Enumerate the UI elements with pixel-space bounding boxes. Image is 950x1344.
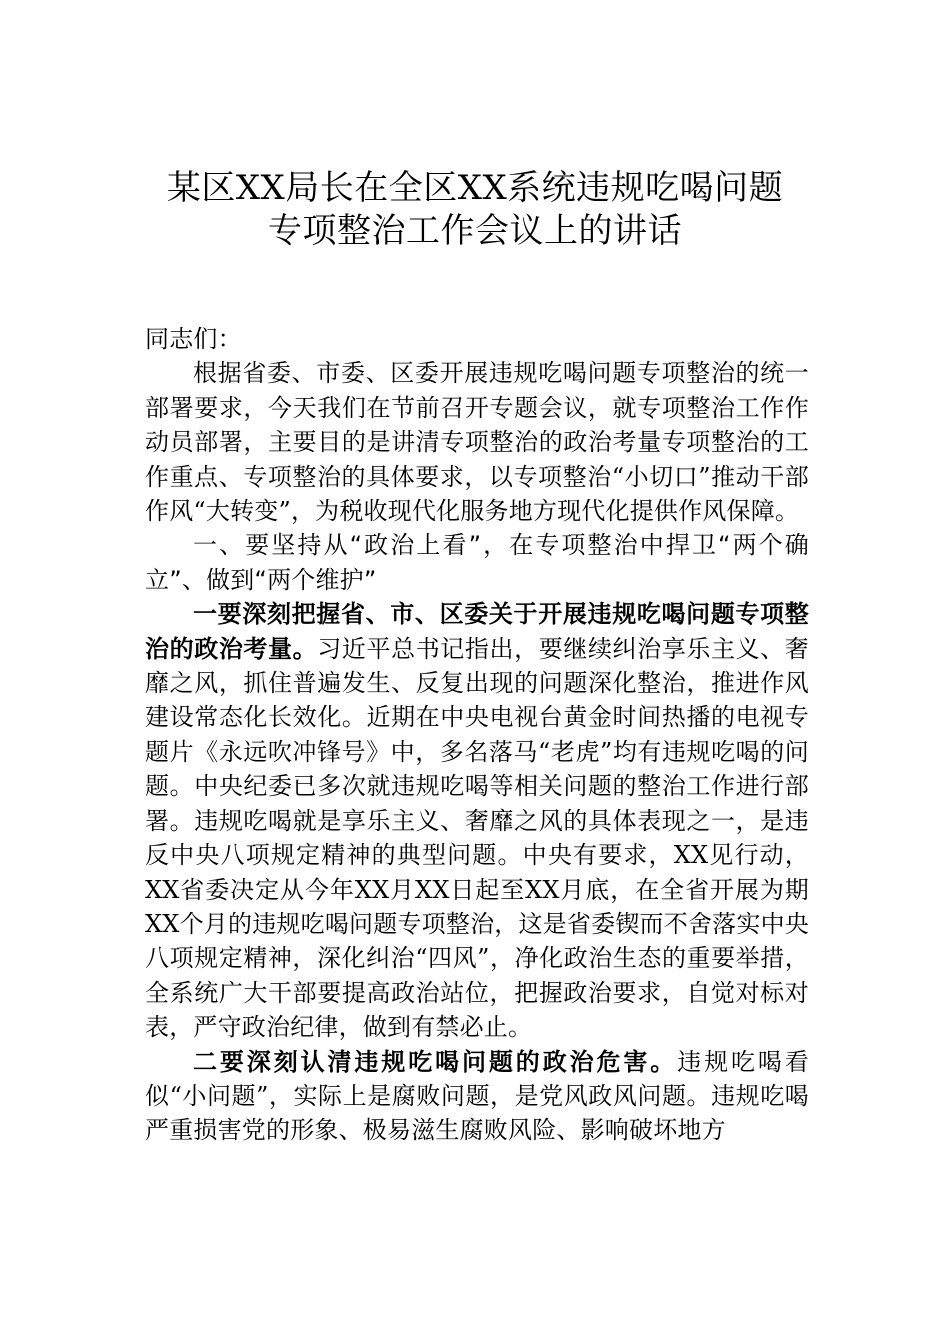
- document-body: [145, 322, 809, 1148]
- point-2-text: 违规吃喝看似“小问题”，实际上是腐败问题，是党风政风问题。违规吃喝严重损害党的形象、极易滋生腐败风险、影响破坏地方: [145, 1047, 810, 1145]
- document-title-line-1: 某区XX局长在全区XX系统违规吃喝问题: [166, 168, 784, 208]
- intro-paragraph: 根据省委、市委、区委开展违规吃喝问题专项整治的统一部署要求，今天我们在节前召开专题会议，就专项整治工作作动员部署，主要目的是讲清专项整治的政治考量专项整治的工作重点、专项整治的具体要求，以专项整治“小切口”推动干部作风“大转变”，为税收现代化服务地方现代化提供作风保障。: [145, 359, 809, 526]
- point-1-text: 习近平总书记指出，要继续纠治享乐主义、奢靡之风，抓住普遍发生、反复出现的问题深化整治，推进作风建设常态化长效化。近期在中央电视台黄金时间热播的电视专题片《永远吹冲锋号》中，多名落马“老虎”均有违规吃喝的问题。中央纪委已多次就违规吃喝等相关问题的整治工作进行部署。违规吃喝就是享乐主义、奢靡之风的具体表现之一，是违反中央八项规定精神的典型问题。中央有要求，XX见行动，XX省委决定从今年XX月XX日起至XX月底，在全省开展为期XX个月的违规吃喝问题专项整治，这是省委锲而不舍落实中央八项规定精神，深化纠治“四风”，净化政治生态的重要举措，全系统广大干部要提高政治站位，把握政治要求，自觉对标对表，严守政治纪律，做到有禁必止。: [145, 634, 810, 1042]
- section-1-heading: 一、要坚持从“政治上看”，在专项整治中捍卫“两个确立”、做到“两个维护”: [145, 531, 809, 594]
- document-title-line-2: 专项整治工作会议上的讲话: [268, 211, 682, 251]
- point-2-paragraph: [145, 1045, 809, 1148]
- point-1-lead: 一要深刻把握省、市、区委关于开展违规吃喝问题专项整治的政治考量。: [145, 599, 809, 663]
- point-1-paragraph: [145, 597, 809, 1044]
- salutation: 同志们：: [145, 325, 242, 353]
- point-2-lead: 二要深刻认清违规吃喝问题的政治危害。: [193, 1046, 678, 1076]
